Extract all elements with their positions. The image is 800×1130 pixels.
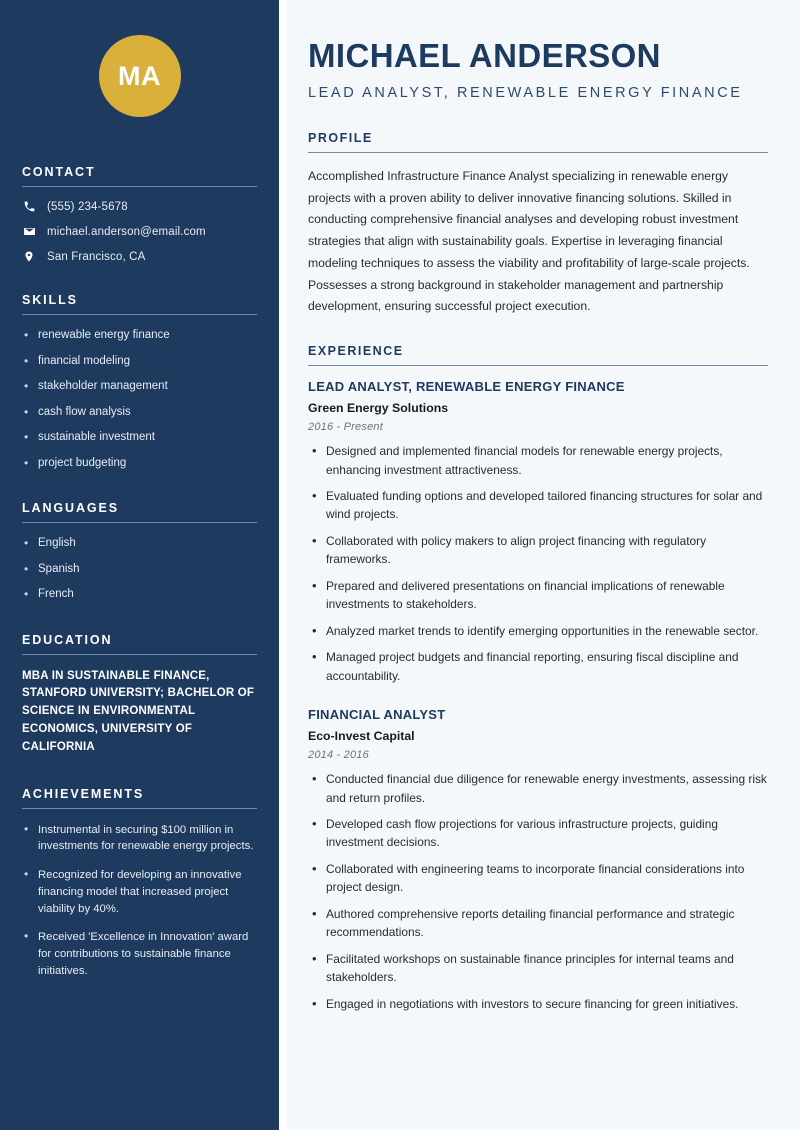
list-item: • cash flow analysis — [22, 405, 257, 421]
profile-text: Accomplished Infrastructure Finance Analyst specializing in renewable energy projects with a proven ability to deliver innovative financing solutions. Skilled in conducting comprehensive financial analyses and developing robust investment strategies that align with sustainability goals. Expertise in leveraging financial modeling techniques to assess the viability and profitability of large-scale projects. Possesses a strong background in stakeholder management and partnership development, ensuring successful project execution. — [308, 169, 750, 314]
education-heading: EDUCATION — [22, 632, 113, 647]
profile-divider — [308, 152, 768, 153]
list-item: • Collaborated with policy makers to align project financing with regulatory frameworks. — [308, 532, 768, 569]
experience-heading: EXPERIENCE — [308, 344, 404, 359]
job-bullets — [308, 770, 768, 1013]
contact-location[interactable] — [22, 250, 257, 263]
avatar: MA — [99, 35, 181, 117]
list-item: • Conducted financial due diligence for renewable energy investments, assessing risk and return profiles. — [308, 770, 768, 807]
main-content — [286, 0, 800, 1130]
list-item: • Received 'Excellence in Innovation' award for contributions to sustainable finance initiatives. — [22, 929, 257, 979]
contact-heading: CONTACT — [22, 165, 96, 179]
list-item: • Recognized for developing an innovative financing model that increased project viability by 40%. — [22, 867, 257, 917]
phone-icon — [22, 200, 36, 213]
list-item: • Developed cash flow projections for various infrastructure projects, guiding investment decisions. — [308, 815, 768, 852]
job-company: Eco-Invest Capital — [308, 729, 415, 744]
languages-heading: LANGUAGES — [22, 501, 119, 516]
list-item: • Facilitated workshops on sustainable finance principles for internal teams and stakeholders. — [308, 950, 768, 987]
job-subtitle: LEAD ANALYST, RENEWABLE ENERGY FINANCE — [308, 85, 743, 102]
list-item: • Analyzed market trends to identify emerging opportunities in the renewable sector. — [308, 622, 768, 640]
list-item: • Engaged in negotiations with investors to secure financing for green initiatives. — [308, 995, 768, 1013]
experience-entry — [308, 707, 768, 1013]
column-gap — [279, 0, 286, 1130]
languages-list — [22, 536, 257, 603]
list-item: • English — [22, 536, 257, 552]
list-item: • sustainable investment — [22, 430, 257, 446]
education-text: MBA IN SUSTAINABLE FINANCE, STANFORD UNIVERSITY; BACHELOR OF SCIENCE IN ENVIRONMENTAL ECONOMICS, UNIVERSITY OF CALIFORNIA — [22, 669, 255, 753]
sidebar — [0, 0, 279, 1130]
experience-divider — [308, 365, 768, 366]
experience-entry — [308, 379, 768, 685]
list-item: • Collaborated with engineering teams to incorporate financial considerations into project design. — [308, 860, 768, 897]
avatar-container — [22, 35, 257, 117]
skills-divider — [22, 314, 257, 315]
contact-section — [22, 165, 257, 263]
languages-section — [22, 501, 257, 603]
achievements-divider — [22, 808, 257, 809]
contact-phone[interactable] — [22, 200, 257, 213]
job-dates: 2014 - 2016 — [308, 749, 369, 762]
list-item: • renewable energy finance — [22, 328, 257, 344]
job-dates: 2016 - Present — [308, 421, 383, 434]
job-bullets — [308, 442, 768, 685]
list-item: • financial modeling — [22, 354, 257, 370]
languages-divider — [22, 522, 257, 523]
list-item: • Spanish — [22, 562, 257, 578]
list-item: • French — [22, 587, 257, 603]
contact-divider — [22, 186, 257, 187]
list-item: • stakeholder management — [22, 379, 257, 395]
profile-heading: PROFILE — [308, 131, 373, 146]
skills-heading: SKILLS — [22, 293, 78, 307]
skills-section — [22, 293, 257, 471]
contact-location-value: San Francisco, CA — [47, 250, 146, 263]
envelope-icon — [22, 225, 36, 238]
job-title: LEAD ANALYST, RENEWABLE ENERGY FINANCE — [308, 379, 625, 395]
list-item: • Prepared and delivered presentations on financial implications of renewable investments to stakeholders. — [308, 577, 768, 614]
contact-phone-value: (555) 234-5678 — [47, 200, 128, 213]
skills-list — [22, 328, 257, 471]
list-item: • Evaluated funding options and developed tailored financing structures for solar and wind projects. — [308, 487, 768, 524]
achievements-section — [22, 787, 257, 980]
experience-section — [308, 344, 768, 1013]
job-title: FINANCIAL ANALYST — [308, 707, 446, 723]
list-item: • Instrumental in securing $100 million in investments for renewable energy projects. — [22, 822, 257, 855]
list-item: • Authored comprehensive reports detailing financial performance and strategic recommendations. — [308, 905, 768, 942]
list-item: • Managed project budgets and financial reporting, ensuring fiscal discipline and accountability. — [308, 648, 768, 685]
job-company: Green Energy Solutions — [308, 401, 449, 416]
list-item: • Designed and implemented financial models for renewable energy projects, enhancing investment attractiveness. — [308, 442, 768, 479]
page-title: MICHAEL ANDERSON — [308, 37, 661, 74]
achievements-heading: ACHIEVEMENTS — [22, 786, 145, 801]
achievements-list — [22, 822, 257, 980]
map-pin-icon — [22, 250, 36, 263]
contact-email-value: michael.anderson@email.com — [47, 225, 206, 238]
profile-section — [308, 131, 768, 318]
contact-email[interactable] — [22, 225, 257, 238]
education-divider — [22, 654, 257, 655]
education-section — [22, 633, 257, 757]
list-item: • project budgeting — [22, 456, 257, 472]
